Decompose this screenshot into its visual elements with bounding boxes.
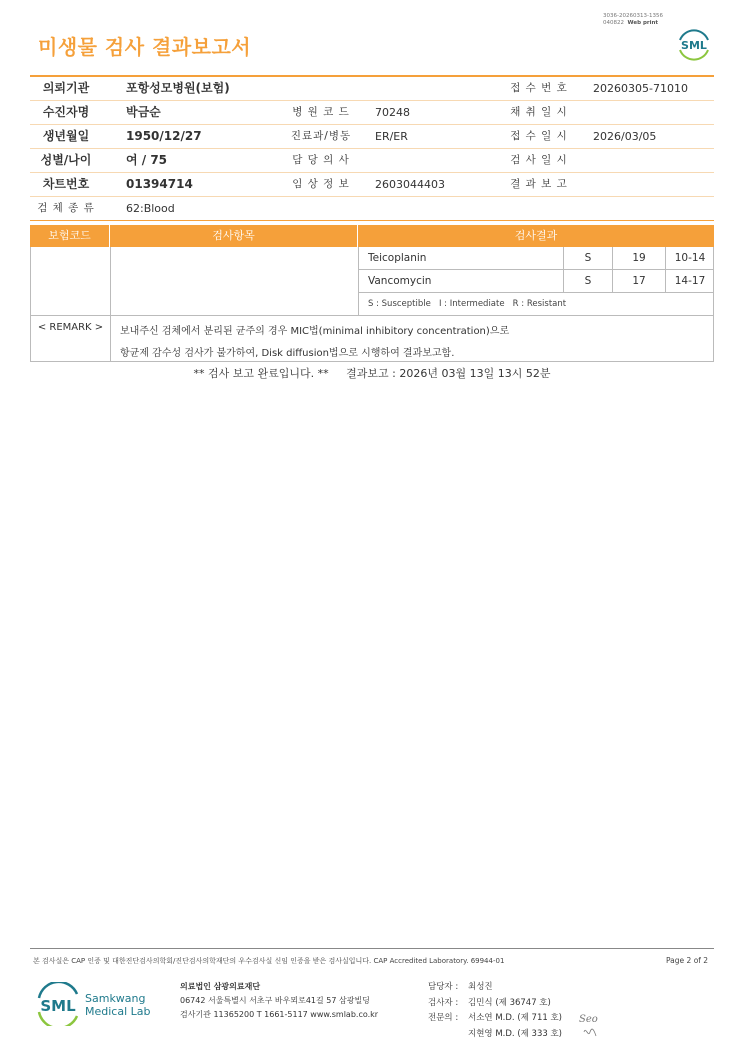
label-physician: 담 당 의 사 (292, 154, 350, 166)
label-specimen: 검 체 종 류 (37, 202, 95, 214)
value-specimen: 62:Blood (126, 202, 175, 215)
signature-text: Seo (579, 1014, 598, 1025)
completion-time: 결과보고 : 2026년 03월 13일 13시 52분 (346, 367, 551, 380)
page-number: Page 2 of 2 (666, 956, 709, 965)
label-receipt-no: 접 수 번 호 (510, 82, 568, 94)
info-row (30, 173, 714, 197)
footer-divider (30, 948, 714, 949)
remark-line-1: 보내주신 검체에서 분리된 균주의 경우 MIC법(minimal inhibitory concentration)으로 (120, 326, 510, 337)
info-row (30, 197, 714, 221)
drug-range: 14-17 (674, 275, 706, 287)
staff-names (468, 980, 562, 1042)
label-chart-no: 차트번호 (42, 177, 90, 191)
label-requesting-institution: 의뢰기관 (42, 81, 90, 95)
staff-name: 김민식 (제 36747 호) (468, 997, 551, 1008)
label-hospital-code: 병 원 코 드 (292, 106, 350, 118)
label-receipt-date: 접 수 일 시 (510, 130, 568, 142)
drug-range: 10-14 (674, 252, 706, 264)
staff-label (428, 1027, 458, 1043)
document-id-line2: 040822 (603, 20, 624, 26)
staff-name: 최성진 (468, 982, 493, 992)
value-clinical-info: 2603044403 (375, 178, 445, 191)
document-id (603, 13, 663, 27)
staff-name: 서소연 M.D. (제 711 호) (468, 1013, 563, 1023)
value-sex-age: 여 / 75 (126, 153, 168, 167)
value-department: ER/ER (375, 130, 408, 143)
value-patient-name: 박금순 (126, 105, 161, 119)
document-id-line1: 3036-20260313-1356 (603, 13, 663, 19)
label-department: 진료과/병동 (290, 130, 352, 142)
staff-labels (428, 980, 458, 1042)
value-requesting-institution: 포항성모병원(보험) (126, 81, 230, 95)
org-address: 06742 서울특별시 서초구 바우뫼로41길 57 삼광빌딩 (180, 996, 370, 1005)
header-test-result: 검사결과 (514, 229, 558, 242)
header-insurance-code: 보험코드 (48, 229, 91, 242)
web-print-label: Web print (627, 20, 659, 26)
value-receipt-date: 2026/03/05 (593, 130, 657, 143)
staff-label: 담당자 : (428, 982, 459, 992)
interpretation-legend: S : Susceptible I : Intermediate R : Resistant (368, 299, 567, 309)
label-collection-date: 채 취 일 시 (510, 106, 568, 118)
results-table (30, 225, 714, 362)
document-title: 미생물 검사 결과보고서 (38, 35, 252, 59)
staff-name: 지현영 M.D. (제 333 호) (468, 1028, 563, 1039)
signature-icon (578, 1010, 608, 1040)
accreditation-note: 본 검사실은 CAP 인증 및 대한진단검사의학회/진단검사의학재단의 우수검사실 신임 인증을 받은 검사실입니다. CAP Accredited Laboratory. 69944-01 (33, 957, 505, 965)
completion-message: ** 검사 보고 완료입니다. ** (193, 367, 329, 380)
label-test-date: 검 사 일 시 (510, 154, 568, 166)
label-patient-name: 수진자명 (42, 105, 90, 119)
remark-line-2: 항균제 감수성 검사가 불가하여, Disk diffusion법으로 시행하여 결과보고함. (120, 348, 455, 359)
drug-value: 19 (632, 252, 646, 264)
footer-logo-name-1: Samkwang (85, 992, 146, 1005)
drug-name: Vancomycin (368, 275, 432, 287)
label-birth-date: 생년월일 (42, 129, 90, 143)
remark-label: < REMARK > (37, 322, 104, 333)
patient-info-table (30, 75, 714, 221)
header-test-item: 검사항목 (212, 229, 255, 242)
drug-name: Teicoplanin (368, 252, 427, 264)
staff-label: 전문의 : (428, 1013, 459, 1023)
info-row (30, 125, 714, 149)
sml-logo-text: SML (681, 39, 707, 52)
value-chart-no: 01394714 (126, 177, 193, 191)
results-body (30, 247, 714, 362)
organization-info (180, 980, 378, 1022)
org-name: 의료법인 삼광의료재단 (180, 982, 261, 991)
label-clinical-info: 임 상 정 보 (292, 178, 350, 190)
label-result-report: 결 과 보 고 (510, 178, 568, 190)
footer-logo-name-2: Medical Lab (85, 1005, 151, 1018)
info-row (30, 101, 714, 125)
samkwang-logo-icon (37, 982, 157, 1026)
drug-interpretation: S (584, 275, 592, 287)
label-sex-age: 성별/나이 (40, 153, 92, 167)
report-completion (0, 365, 744, 381)
sml-logo-icon (676, 26, 712, 62)
results-header-row (30, 225, 714, 247)
drug-value: 17 (632, 275, 646, 287)
info-row (30, 75, 714, 101)
footer-logo-text: SML (40, 997, 76, 1015)
staff-label: 검사자 : (428, 997, 459, 1008)
org-contact: 검사기관 11365200 T 1661-5117 www.smlab.co.kr (180, 1010, 379, 1019)
value-receipt-no: 20260305-71010 (593, 82, 688, 95)
info-row (30, 149, 714, 173)
value-hospital-code: 70248 (375, 106, 410, 119)
value-birth-date: 1950/12/27 (126, 129, 202, 143)
drug-interpretation: S (584, 252, 592, 264)
